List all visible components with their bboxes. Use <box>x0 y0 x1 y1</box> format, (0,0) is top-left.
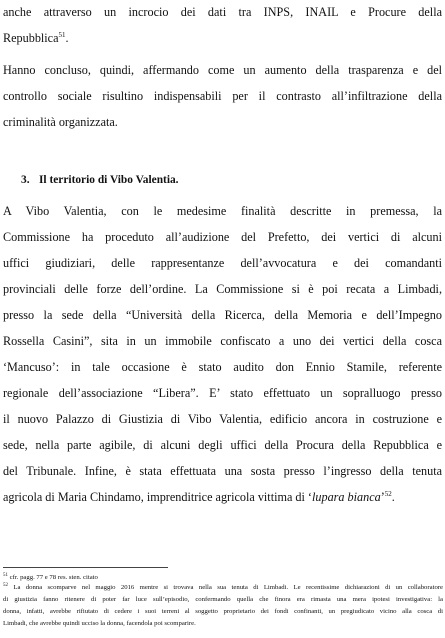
paragraph-line: controllo sociale risultino indispensabili per il contrasto all’infiltrazione della <box>3 89 442 103</box>
footnote-ref-52[interactable]: 52 <box>384 489 392 498</box>
paragraph-line: uffici giudiziari, delle rappresentanze dell’avvocatura e dei comandanti <box>3 256 442 270</box>
footnote-separator <box>3 567 168 568</box>
paragraph-line: anche attraverso un incrocio dei dati tra INPS, INAIL e Procure della <box>3 5 442 19</box>
paragraph-line: Commissione ha proceduto all’audizione del Prefetto, dei vertici di alcuni <box>3 230 442 244</box>
italic-term: lupara bianca <box>312 490 381 504</box>
paragraph-line: il nuovo Palazzo di Giustizia di Vibo Valentia, edificio ancora in costruzione e <box>3 412 442 426</box>
footnote-51: $^{51}$ cfr. pagg. 77 e 78 res. sten. citato <box>3 572 98 581</box>
paragraph-line: del Tribunale. Infine, è stata effettuata una sosta presso l’ingresso della tenuta <box>3 464 442 478</box>
paragraph-line: agricola di Maria Chindamo, imprenditrice agricola vittima di ‘lupara bianca’$^{52}$. <box>3 489 395 504</box>
footnote-52-line: donna, infatti, avrebbe rifiutato di cedere i suoi terreni al soggetto proprietario dei fondi confinanti, un pregiudicato vicino alla cosca di <box>3 608 443 615</box>
footnote-52-line: di giustizia fanno ritenere di poter far luce sull’episodio, confermando quella che finora era rimasta una mera ipotesi investigativa: la <box>3 596 443 603</box>
section-heading <box>21 173 179 187</box>
footnote-52-line: Limbadi, che avrebbe quindi ucciso la donna, facendola poi scomparire. <box>3 620 196 627</box>
footnote-mark: 51 <box>3 572 8 578</box>
paragraph-line: Repubblica$^{51}$. <box>3 30 69 45</box>
paragraph-line: presso la sede della “Università della Ricerca, della Memoria e dell’Impegno <box>3 308 442 322</box>
paragraph-line: regionale dell’associazione “Libera”. E’ stato effettuato un sopralluogo presso <box>3 386 442 400</box>
footnote-mark: 52 <box>3 582 8 588</box>
paragraph-line: sede, nella parte agibile, di alcuni degli uffici della Procura della Repubblica e <box>3 438 442 452</box>
paragraph-line: Rossella Casini”, sita in un immobile confiscato a uno dei vertici della cosca <box>3 334 442 348</box>
paragraph-line: criminalità organizzata. <box>3 115 118 129</box>
paragraph-line: Hanno concluso, quindi, affermando come un aumento della trasparenza e del <box>3 63 442 77</box>
paragraph-line: A Vibo Valentia, con le medesime finalità descritte in premessa, la <box>3 204 442 218</box>
footnote-52-line: $^{52}$ La donna scomparve nel maggio 2016 mentre si trovava nella sua tenuta di Limbadi. Le recentissime dichiarazioni di un collaboratore <box>3 582 443 591</box>
paragraph-line: provinciali delle forze dell’ordine. La Commissione si è poi recata a Limbadi, <box>3 282 442 296</box>
section-title: Il territorio di Vibo Valentia. <box>39 174 179 186</box>
section-number: 3. <box>21 174 30 186</box>
paragraph-line: ‘Mancuso’: in tale occasione è stato audito don Ennio Stamile, referente <box>3 360 442 374</box>
footnote-ref-51[interactable]: 51 <box>58 30 66 39</box>
